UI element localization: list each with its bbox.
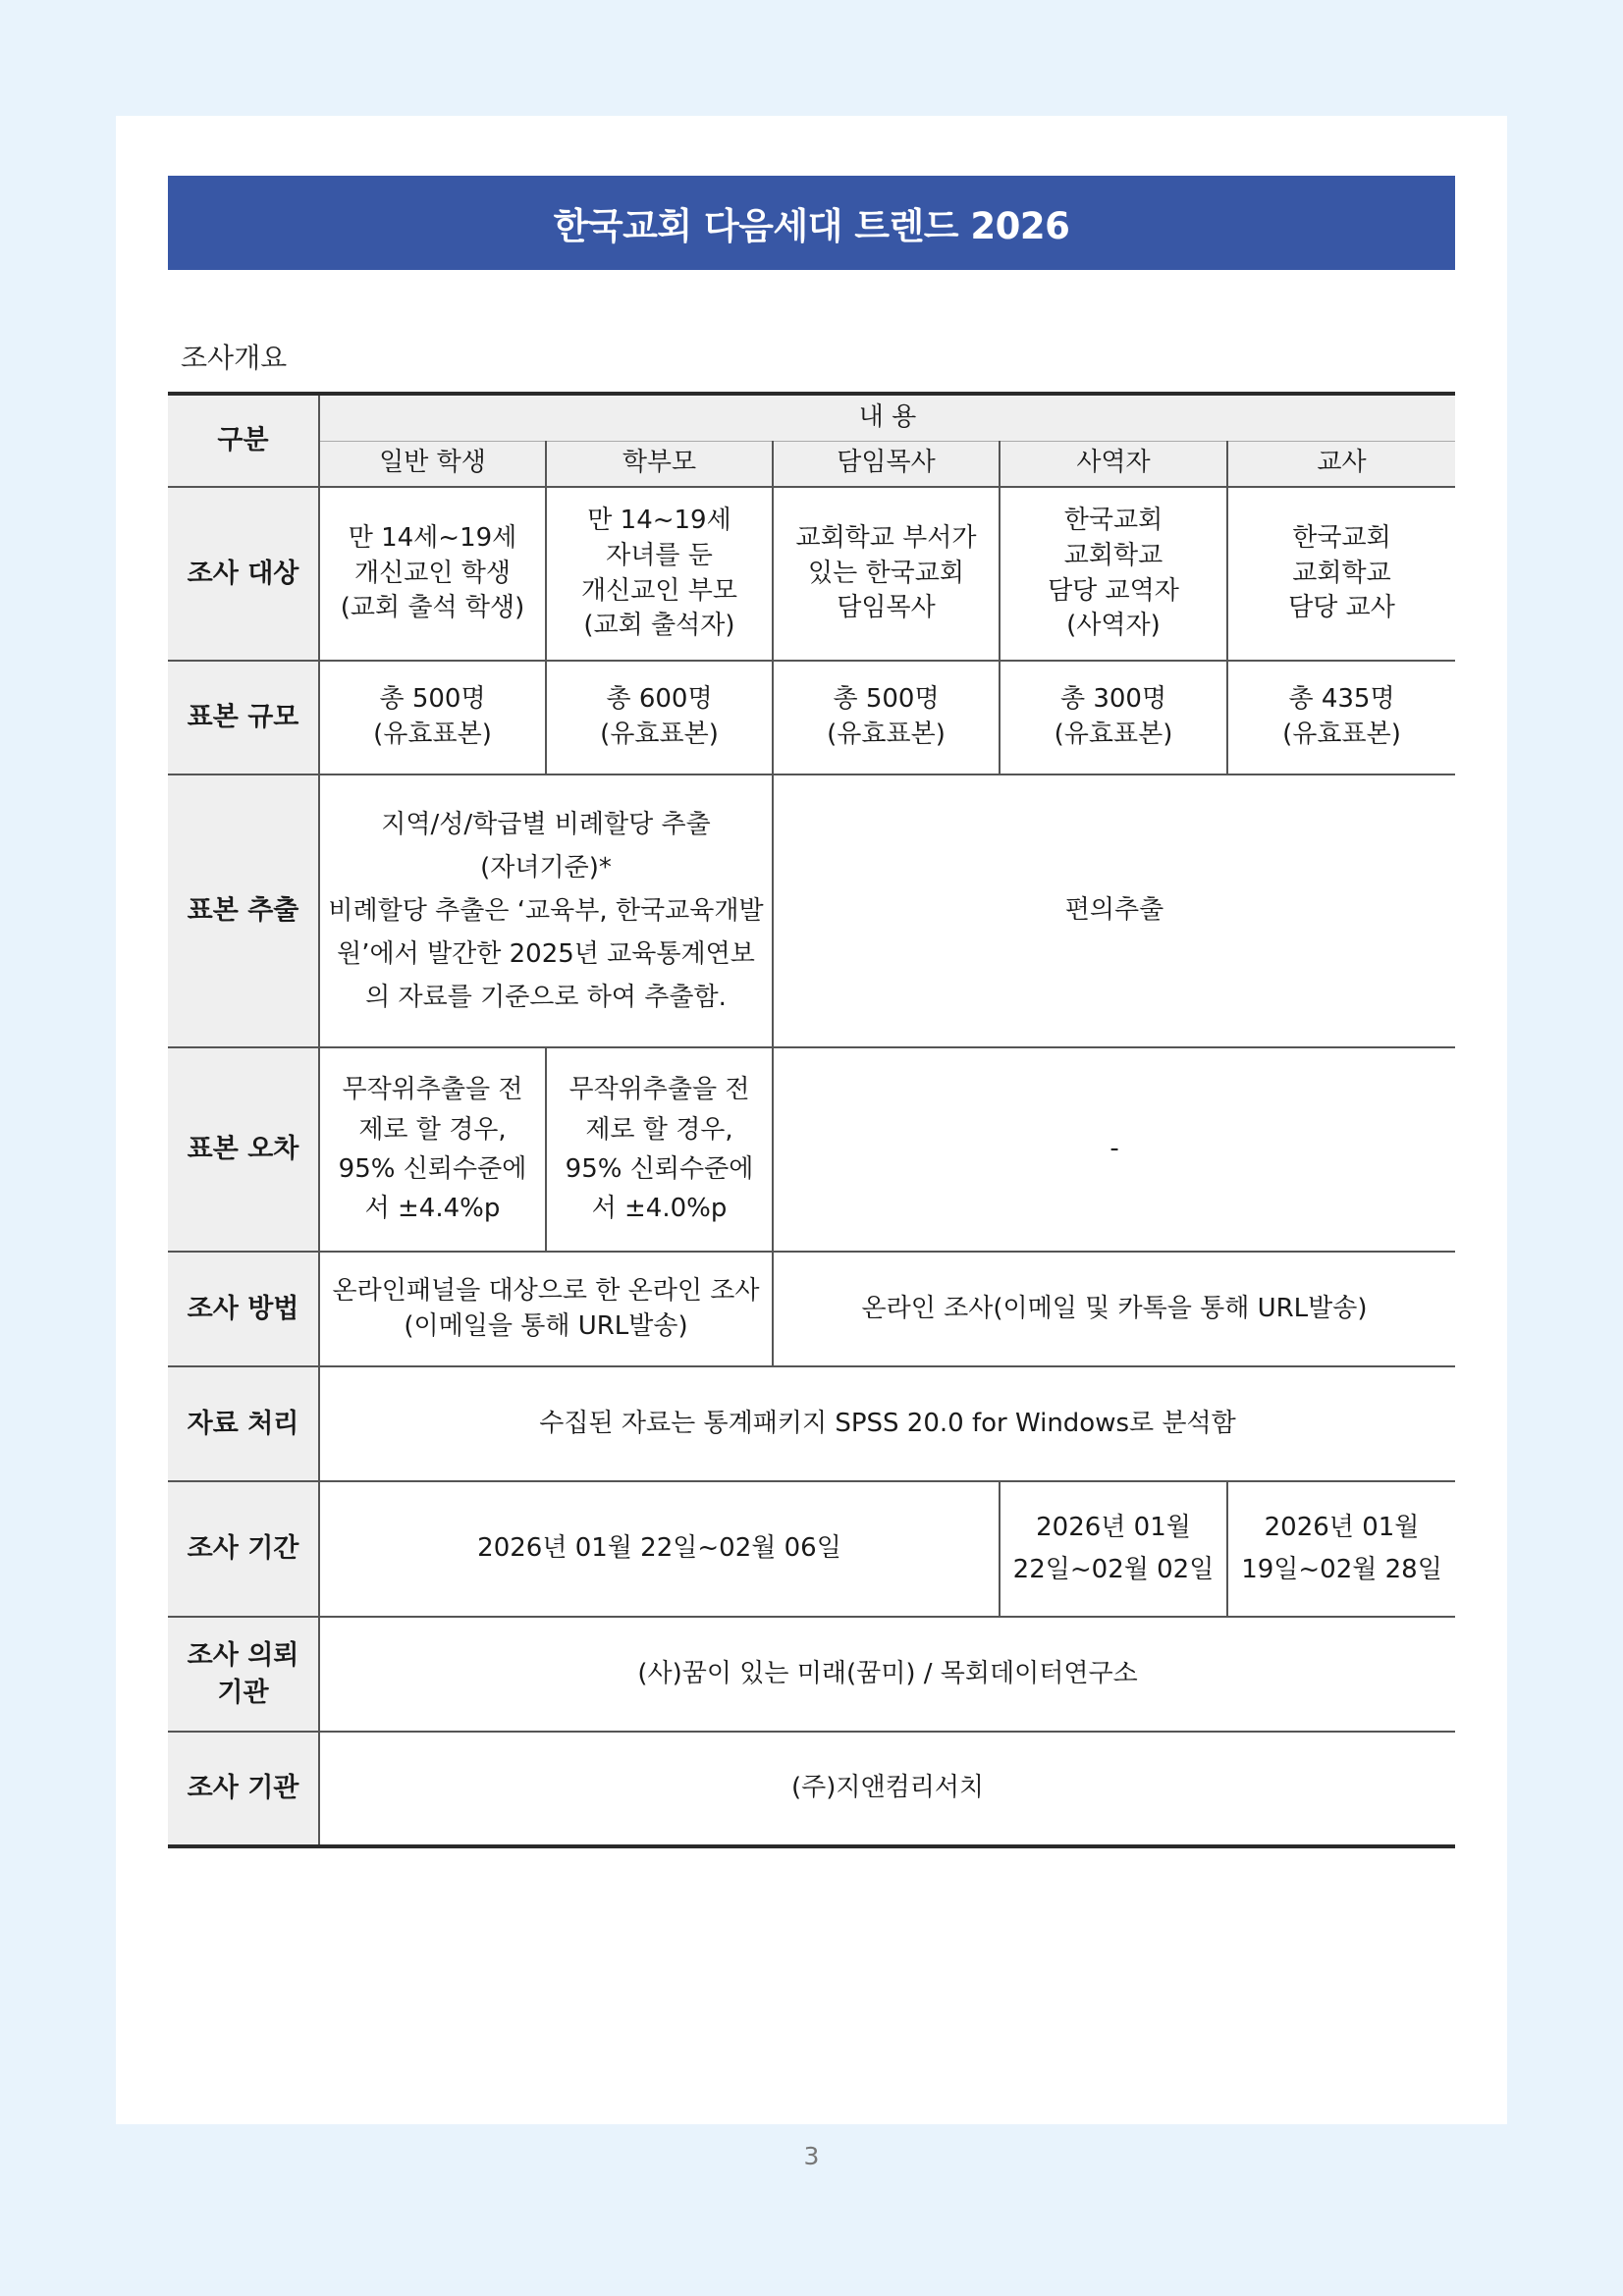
column-header-teachers: 교사 xyxy=(1227,441,1455,487)
cell-error-students: 무작위추출을 전 제로 할 경우, 95% 신뢰수준에 서 ±4.4%p xyxy=(319,1047,546,1252)
row-commissioner xyxy=(168,1617,1455,1732)
column-header-students: 일반 학생 xyxy=(319,441,546,487)
row-processing xyxy=(168,1366,1455,1481)
row-label-target: 조사 대상 xyxy=(168,487,319,661)
row-target xyxy=(168,487,1455,661)
cell-sampling-quota: 지역/성/학급별 비례할당 추출 (자녀기준)* 비례할당 추출은 ‘교육부, 한국교육개발 원’에서 발간한 2025년 교육통계연보 의 자료를 기준으로 하여 추출함. xyxy=(319,774,773,1047)
row-label-processing: 자료 처리 xyxy=(168,1366,319,1481)
cell-commissioner: (사)꿈이 있는 미래(꿈미) / 목회데이터연구소 xyxy=(319,1617,1455,1732)
cell-period-ministers: 2026년 01월 22일~02월 02일 xyxy=(1000,1481,1227,1617)
row-label-commissioner: 조사 의뢰 기관 xyxy=(168,1617,319,1732)
cell-period-main: 2026년 01월 22일~02월 06일 xyxy=(319,1481,1000,1617)
cell-error-others: - xyxy=(773,1047,1455,1252)
row-label-sampling: 표본 추출 xyxy=(168,774,319,1047)
cell-target-pastors: 교회학교 부서가 있는 한국교회 담임목사 xyxy=(773,487,1000,661)
cell-size-pastors: 총 500명 (유효표본) xyxy=(773,661,1000,774)
header-row-group xyxy=(168,394,1455,441)
row-method xyxy=(168,1252,1455,1366)
cell-period-teachers: 2026년 01월 19일~02월 28일 xyxy=(1227,1481,1455,1617)
page-number: 3 xyxy=(803,2142,820,2170)
cell-target-parents: 만 14~19세 자녀를 둔 개신교인 부모 (교회 출석자) xyxy=(546,487,773,661)
row-agency xyxy=(168,1732,1455,1846)
column-header-parents: 학부모 xyxy=(546,441,773,487)
column-header-ministers: 사역자 xyxy=(1000,441,1227,487)
row-error xyxy=(168,1047,1455,1252)
cell-target-ministers: 한국교회 교회학교 담당 교역자 (사역자) xyxy=(1000,487,1227,661)
header-group-label: 내 용 xyxy=(319,394,1455,441)
cell-method-online: 온라인 조사(이메일 및 카톡을 통해 URL발송) xyxy=(773,1252,1455,1366)
row-label-method: 조사 방법 xyxy=(168,1252,319,1366)
cell-size-teachers: 총 435명 (유효표본) xyxy=(1227,661,1455,774)
cell-sampling-convenience: 편의추출 xyxy=(773,774,1455,1047)
header-row-label: 구분 xyxy=(168,394,319,487)
row-label-agency: 조사 기관 xyxy=(168,1732,319,1846)
cell-agency: (주)지앤컴리서치 xyxy=(319,1732,1455,1846)
column-header-pastors: 담임목사 xyxy=(773,441,1000,487)
row-period xyxy=(168,1481,1455,1617)
cell-method-panel: 온라인패널을 대상으로 한 온라인 조사 (이메일을 통해 URL발송) xyxy=(319,1252,773,1366)
page-sheet xyxy=(116,116,1507,2124)
cell-error-parents: 무작위추출을 전 제로 할 경우, 95% 신뢰수준에 서 ±4.0%p xyxy=(546,1047,773,1252)
cell-size-ministers: 총 300명 (유효표본) xyxy=(1000,661,1227,774)
row-sampling xyxy=(168,774,1455,1047)
cell-target-teachers: 한국교회 교회학교 담당 교사 xyxy=(1227,487,1455,661)
banner-title: 한국교회 다음세대 트렌드 2026 xyxy=(168,176,1455,270)
survey-overview-table xyxy=(168,392,1455,1848)
row-sample-size xyxy=(168,661,1455,774)
cell-size-students: 총 500명 (유효표본) xyxy=(319,661,546,774)
cell-processing: 수집된 자료는 통계패키지 SPSS 20.0 for Windows로 분석함 xyxy=(319,1366,1455,1481)
section-title: 조사개요 xyxy=(181,342,288,374)
cell-target-students: 만 14세~19세 개신교인 학생 (교회 출석 학생) xyxy=(319,487,546,661)
header-row-columns xyxy=(168,441,1455,487)
cell-size-parents: 총 600명 (유효표본) xyxy=(546,661,773,774)
row-label-sample-size: 표본 규모 xyxy=(168,661,319,774)
row-label-error: 표본 오차 xyxy=(168,1047,319,1252)
row-label-period: 조사 기간 xyxy=(168,1481,319,1617)
